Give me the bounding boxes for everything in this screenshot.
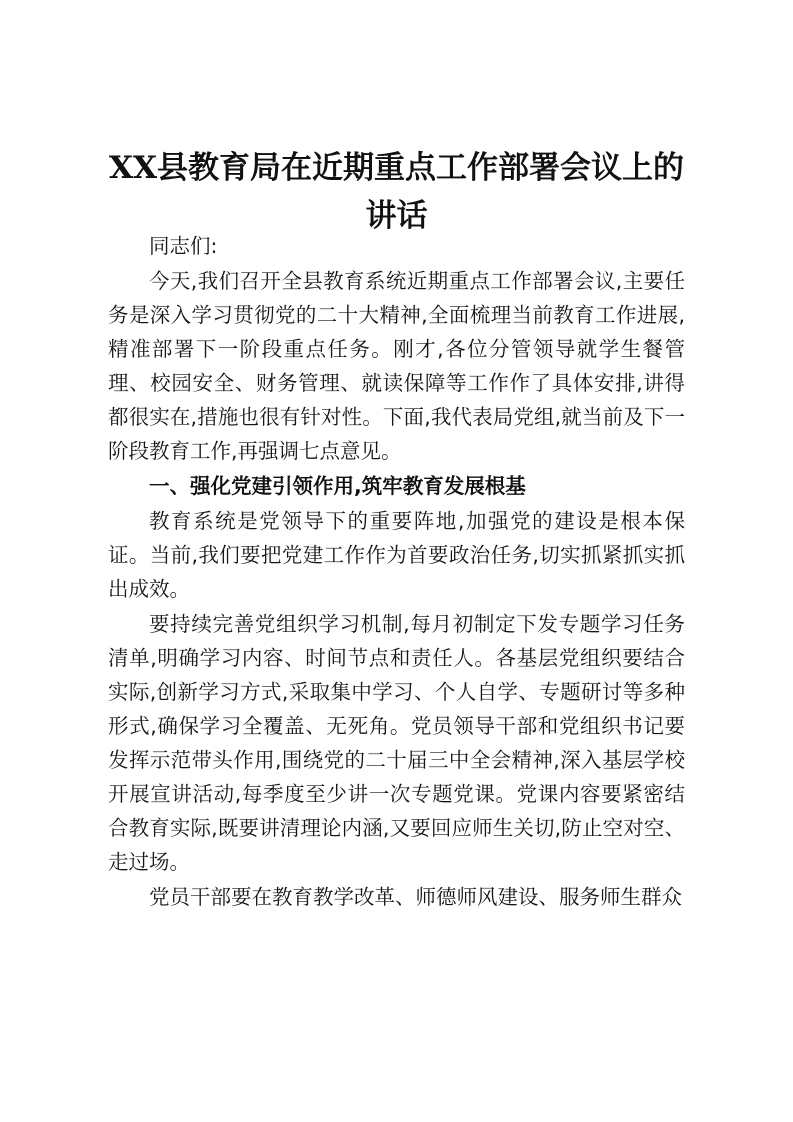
document-body [108, 229, 685, 915]
salutation: 同志们: [149, 234, 218, 258]
paragraph: 教育系统是党领导下的重要阵地,加强党的建设是根本保证。当前,我们要把党建工作作为首要政治任务,切实抓紧抓实抓出成效。 [108, 509, 685, 601]
document-title: XX县教育局在近期重点工作部署会议上的讲话 [108, 150, 685, 234]
paragraph: 党员干部要在教育教学改革、师德师风建设、服务师生群众 [149, 885, 682, 909]
paragraph-intro: 今天,我们召开全县教育系统近期重点工作部署会议,主要任务是深入学习贯彻党的二十大精神,全面梳理当前教育工作进展,精准部署下一阶段重点任务。刚才,各位分管领导就学生餐管理、校园安全、财务管理、就读保障等工作作了具体安排,讲得都很实在,措施也很有针对性。下面,我代表局党组,就当前及下一阶段教育工作,再强调七点意见。 [108, 269, 685, 463]
section-heading: 一、强化党建引领作用,筑牢教育发展根基 [149, 474, 526, 498]
paragraph: 要持续完善党组织学习机制,每月初制定下发专题学习任务清单,明确学习内容、时间节点和责任人。各基层党组织要结合实际,创新学习方式,采取集中学习、个人自学、专题研讨等多种形式,确保学习全覆盖、无死角。党员领导干部和党组织书记要发挥示范带头作用,围绕党的二十届三中全会精神,深入基层学校开展宣讲活动,每季度至少讲一次专题党课。党课内容要紧密结合教育实际,既要讲清理论内涵,又要回应师生关切,防止空对空、走过场。 [108, 612, 685, 874]
